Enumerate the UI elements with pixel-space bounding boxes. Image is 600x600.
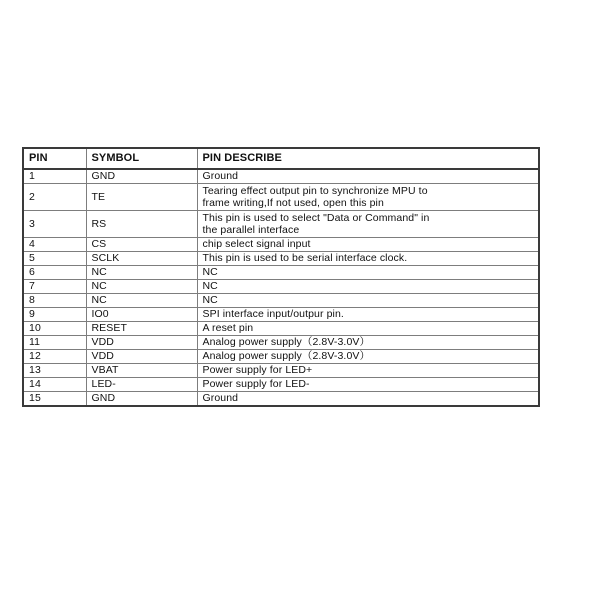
column-header-symbol: SYMBOL: [86, 148, 197, 169]
cell-pin-number: 13: [23, 364, 86, 378]
table-row: [23, 252, 539, 266]
table-row: [23, 378, 539, 392]
cell-pin-number: 1: [23, 169, 86, 184]
cell-pin-number: 11: [23, 336, 86, 350]
cell-pin-symbol: IO0: [86, 308, 197, 322]
cell-pin-symbol: SCLK: [86, 252, 197, 266]
table-row: [23, 308, 539, 322]
describe-line: Power supply for LED-: [202, 378, 310, 391]
cell-pin-symbol: VDD: [86, 350, 197, 364]
table-row: [23, 336, 539, 350]
table-row: [23, 322, 539, 336]
table-header: [23, 148, 539, 169]
cell-pin-symbol: TE: [86, 184, 197, 211]
cell-pin-symbol: LED-: [86, 378, 197, 392]
cell-pin-describe: [197, 336, 539, 350]
cell-pin-describe: [197, 266, 539, 280]
cell-pin-describe: [197, 322, 539, 336]
cell-pin-describe: [197, 252, 539, 266]
table-row: [23, 364, 539, 378]
cell-pin-number: 5: [23, 252, 86, 266]
cell-pin-number: 15: [23, 392, 86, 407]
cell-pin-number: 3: [23, 211, 86, 238]
cell-pin-symbol: RESET: [86, 322, 197, 336]
describe-line: chip select signal input: [202, 238, 311, 251]
cell-pin-symbol: CS: [86, 238, 197, 252]
describe-line: A reset pin: [202, 322, 254, 335]
table-row: [23, 169, 539, 184]
table-row: [23, 294, 539, 308]
describe-line: the parallel interface: [202, 224, 300, 236]
describe-line: This pin is used to select "Data or Command" in: [202, 211, 430, 224]
cell-pin-symbol: VDD: [86, 336, 197, 350]
describe-line: Ground: [202, 170, 239, 183]
table-row: [23, 211, 539, 238]
cell-pin-number: 4: [23, 238, 86, 252]
cell-pin-describe: [197, 350, 539, 364]
cell-pin-describe: [197, 211, 539, 238]
cell-pin-number: 14: [23, 378, 86, 392]
cell-pin-number: 7: [23, 280, 86, 294]
pin-description-table: [22, 147, 540, 407]
describe-line: NC: [202, 266, 218, 279]
cell-pin-symbol: NC: [86, 280, 197, 294]
pin-description-table-container: [22, 147, 538, 407]
describe-line: This pin is used to be serial interface clock.: [202, 252, 408, 265]
describe-line: Analog power supply（2.8V-3.0V）: [202, 350, 371, 363]
cell-pin-number: 8: [23, 294, 86, 308]
describe-line: NC: [202, 294, 218, 307]
table-row: [23, 184, 539, 211]
table-header-row: [23, 148, 539, 169]
describe-line: SPI interface input/outpur pin.: [202, 308, 344, 321]
cell-pin-symbol: GND: [86, 392, 197, 407]
cell-pin-describe: [197, 308, 539, 322]
cell-pin-number: 10: [23, 322, 86, 336]
cell-pin-symbol: VBAT: [86, 364, 197, 378]
column-header-describe: PIN DESCRIBE: [197, 148, 539, 169]
table-row: [23, 238, 539, 252]
cell-pin-describe: [197, 294, 539, 308]
table-body: [23, 169, 539, 406]
describe-line: Ground: [202, 392, 239, 405]
cell-pin-describe: [197, 392, 539, 407]
describe-line: Power supply for LED+: [202, 364, 313, 377]
cell-pin-number: 6: [23, 266, 86, 280]
table-row: [23, 350, 539, 364]
cell-pin-describe: [197, 169, 539, 184]
cell-pin-number: 9: [23, 308, 86, 322]
describe-line: Tearing effect output pin to synchronize MPU to: [202, 184, 428, 197]
cell-pin-number: 2: [23, 184, 86, 211]
cell-pin-symbol: NC: [86, 294, 197, 308]
table-row: [23, 266, 539, 280]
describe-line: Analog power supply（2.8V-3.0V）: [202, 336, 371, 349]
describe-line: frame writing,If not used, open this pin: [202, 197, 384, 209]
cell-pin-number: 12: [23, 350, 86, 364]
describe-line: NC: [202, 280, 218, 293]
cell-pin-describe: [197, 280, 539, 294]
column-header-pin: PIN: [23, 148, 86, 169]
cell-pin-symbol: GND: [86, 169, 197, 184]
cell-pin-describe: [197, 378, 539, 392]
cell-pin-describe: [197, 238, 539, 252]
table-row: [23, 280, 539, 294]
cell-pin-symbol: NC: [86, 266, 197, 280]
cell-pin-symbol: RS: [86, 211, 197, 238]
cell-pin-describe: [197, 364, 539, 378]
table-row: [23, 392, 539, 407]
cell-pin-describe: [197, 184, 539, 211]
